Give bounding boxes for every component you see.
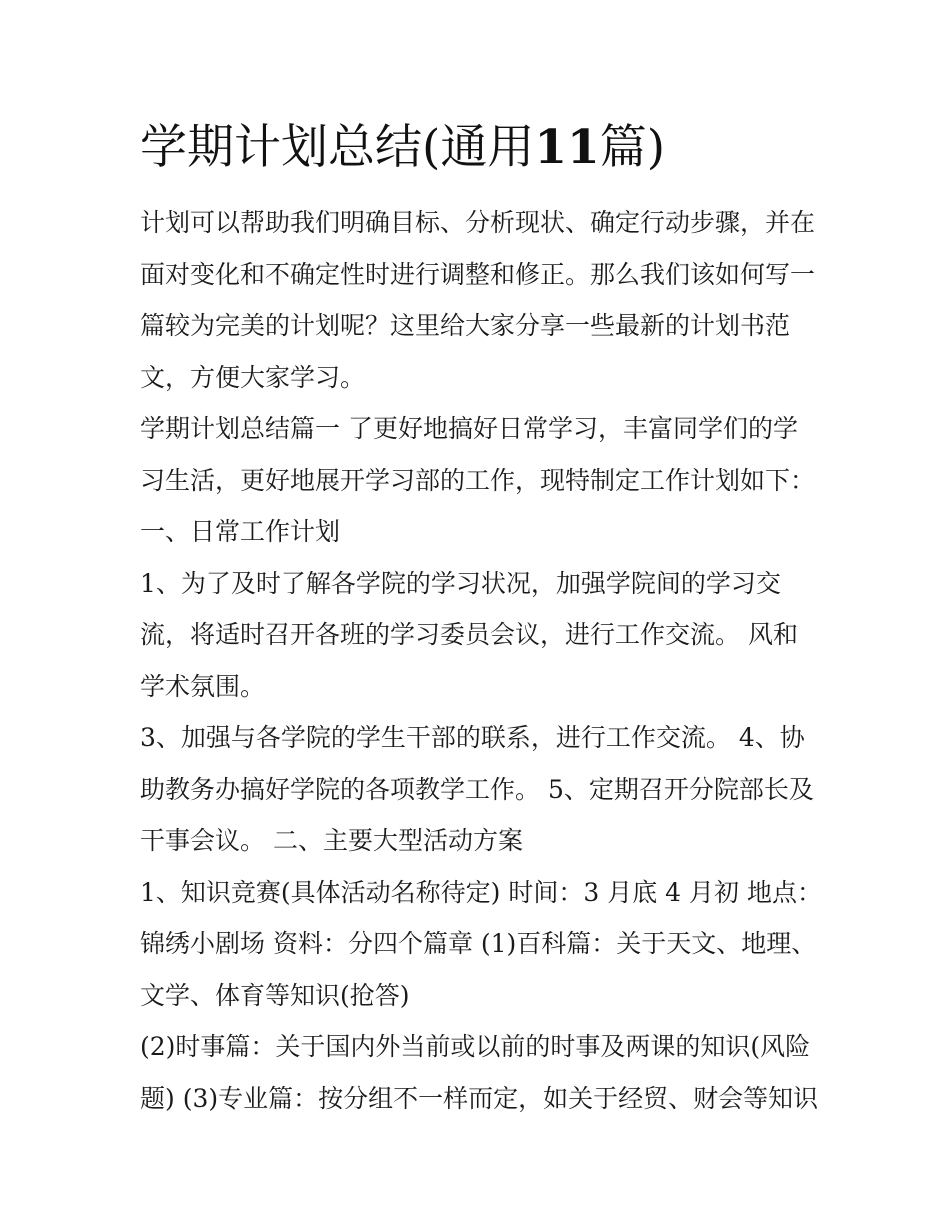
title-number: 11 bbox=[534, 120, 600, 175]
title-suffix: 篇) bbox=[599, 120, 666, 175]
body-line: 流，将适时召开各班的学习委员会议，进行工作交流。 风和 bbox=[140, 620, 798, 649]
body-line: 学术氛围。 bbox=[140, 671, 266, 701]
body-line: 1、知识竞赛(具体活动名称待定) 时间：3 月底 4 月初 地点： bbox=[140, 877, 822, 907]
body-line: 文学、体育等知识(抢答) bbox=[140, 980, 410, 1010]
body-line: 计划可以帮助我们明确目标、分析现状、确定行动步骤，并在 bbox=[140, 208, 816, 237]
body-line: 习生活，更好地展开学习部的工作，现特制定工作计划如下： bbox=[140, 465, 816, 495]
body-line: 锦绣小剧场 资料：分四个篇章 (1)百科篇：关于天文、地理、 bbox=[140, 929, 817, 958]
body-line: 篇较为完美的计划呢？这里给大家分享一些最新的计划书范 bbox=[140, 311, 791, 340]
body-line: 3、加强与各学院的学生干部的联系，进行工作交流。 4、协 bbox=[140, 723, 805, 752]
body-line: 面对变化和不确定性时进行调整和修正。那么我们该如何写一 bbox=[140, 259, 816, 289]
body-line: 干事会议。 二、主要大型活动方案 bbox=[140, 826, 523, 855]
body-line: 题) (3)专业篇：按分组不一样而定，如关于经贸、财会等知识 bbox=[140, 1083, 819, 1113]
body-line: 1、为了及时了解各学院的学习状况，加强学院间的学习交 bbox=[140, 568, 781, 598]
body-line: 文，方便大家学习。 bbox=[140, 362, 366, 392]
document-body bbox=[140, 197, 820, 1124]
title-prefix: 学期计划总结(通用 bbox=[140, 120, 535, 175]
body-line: 学期计划总结篇一 了更好地搞好日常学习，丰富同学们的学 bbox=[140, 414, 798, 443]
body-line: 助教务办搞好学院的各项教学工作。 5、定期召开分院部长及 bbox=[140, 774, 814, 804]
body-line: (2)时事篇：关于国内外当前或以前的时事及两课的知识(风险 bbox=[140, 1032, 811, 1061]
section-heading: 一、日常工作计划 bbox=[140, 517, 341, 546]
document-title bbox=[140, 118, 840, 178]
